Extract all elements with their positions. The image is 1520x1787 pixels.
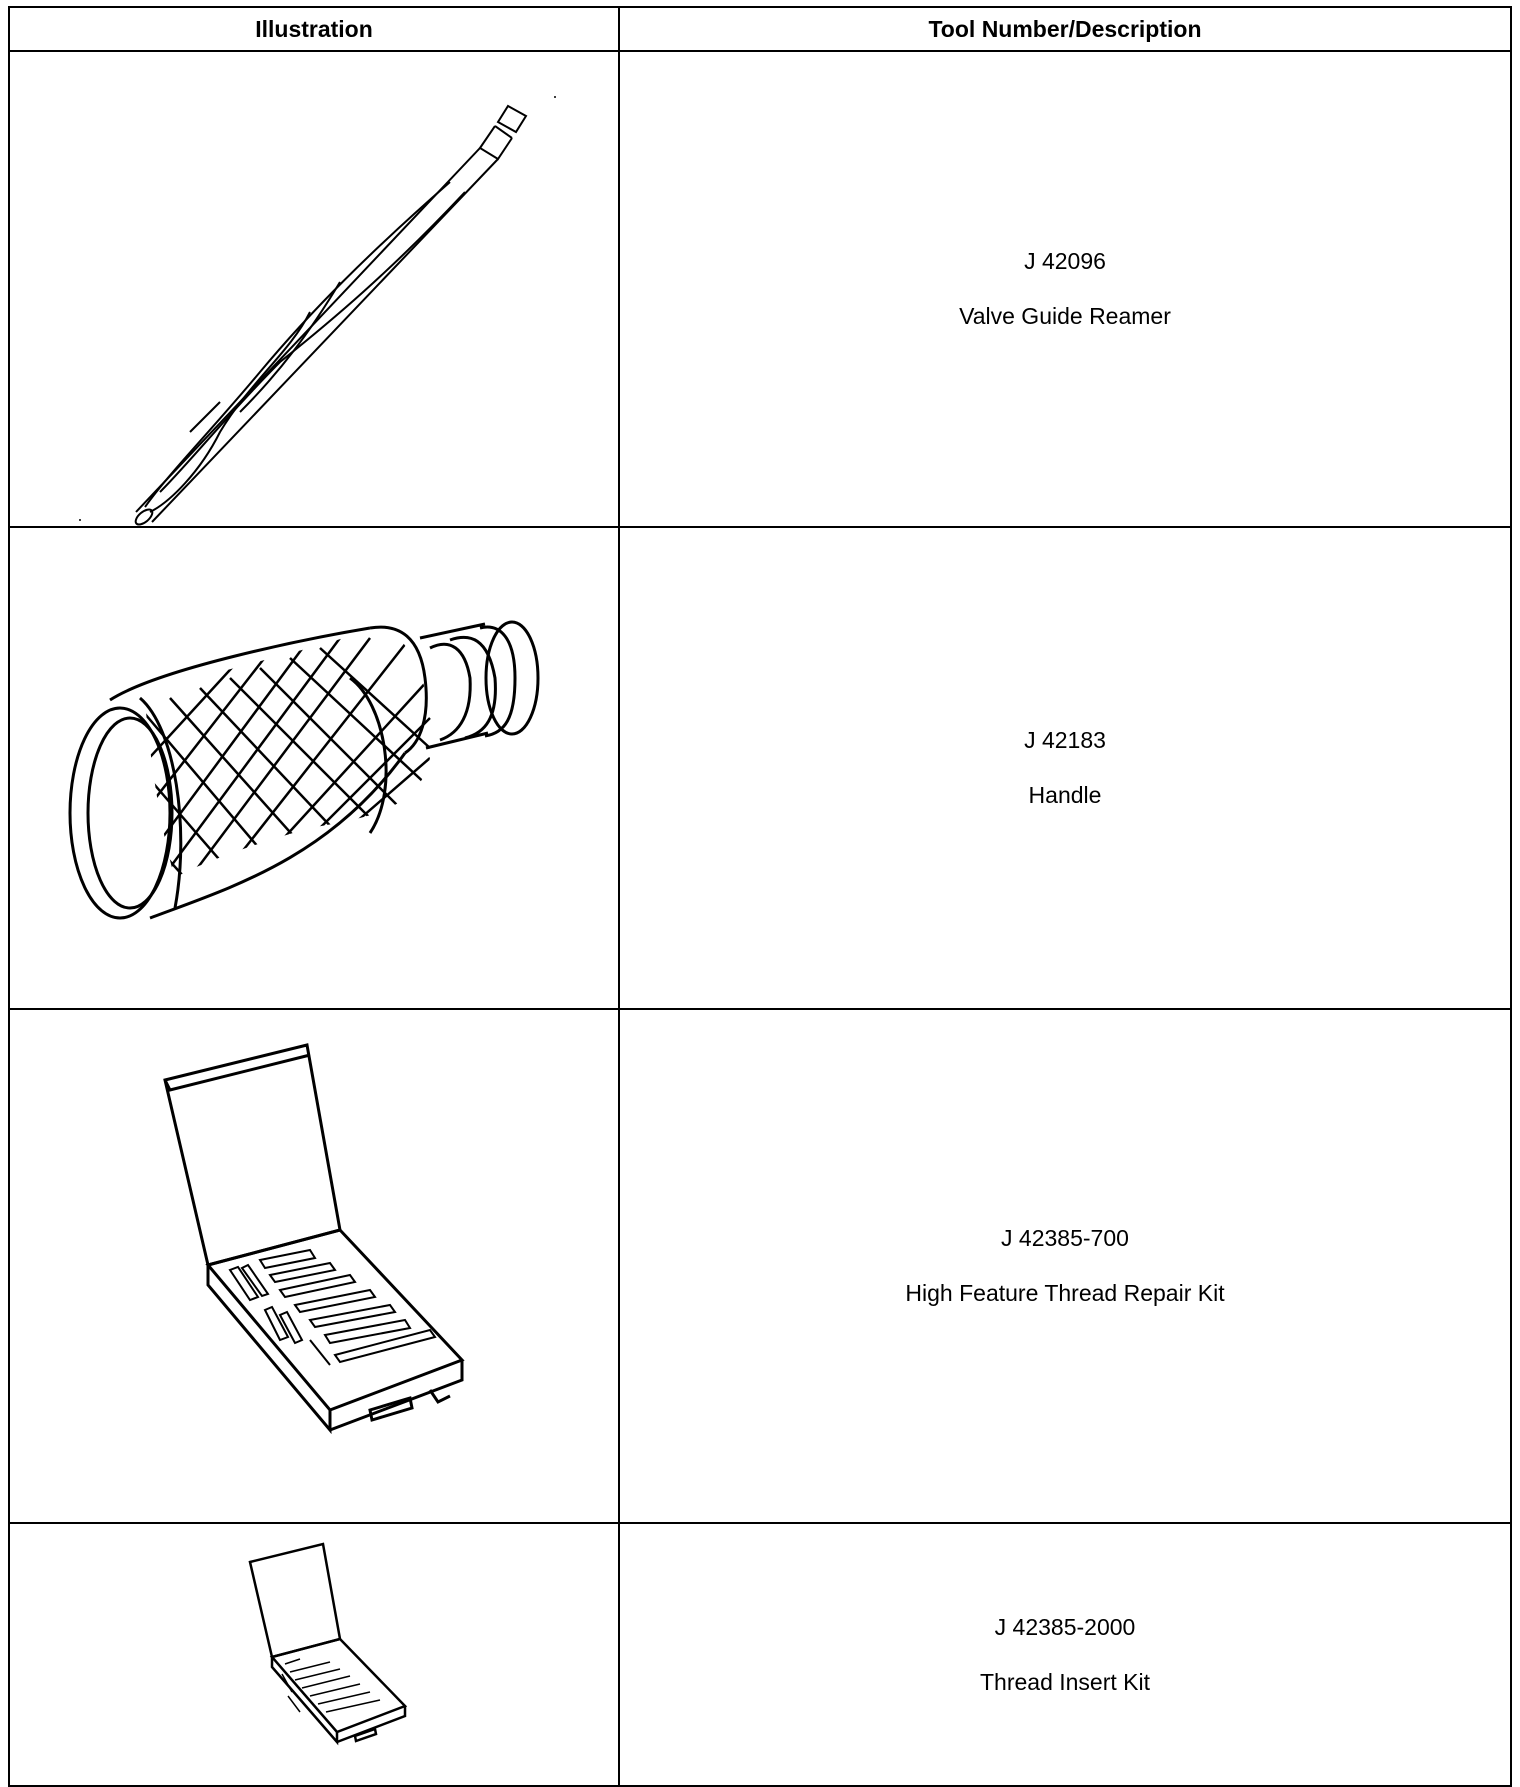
description-cell	[619, 51, 1511, 527]
table-row	[9, 51, 1511, 527]
table-header-row	[9, 7, 1511, 51]
description-cell	[619, 1009, 1511, 1523]
thread-insert-kit-case-icon	[10, 1524, 620, 1785]
thread-repair-kit-case-icon	[10, 1010, 620, 1522]
tool-description: High Feature Thread Repair Kit	[905, 1280, 1225, 1306]
tool-number: J 42183	[1024, 727, 1106, 753]
tool-description: Handle	[1028, 782, 1102, 808]
description-cell	[619, 1523, 1511, 1786]
special-tools-table	[8, 6, 1512, 1787]
tool-number: J 42385-700	[1001, 1225, 1129, 1251]
tool-number: J 42385-2000	[994, 1613, 1136, 1640]
illustration-cell	[9, 51, 619, 527]
tool-description: Thread Insert Kit	[979, 1668, 1151, 1695]
header-illustration: Illustration	[9, 7, 619, 51]
knurled-handle-icon	[10, 528, 620, 1008]
tool-number: J 42096	[1024, 248, 1106, 274]
header-tool-number-description: Tool Number/Description	[619, 7, 1511, 51]
valve-guide-reamer-icon	[10, 52, 620, 526]
table-row	[9, 1009, 1511, 1523]
tool-description: Valve Guide Reamer	[959, 303, 1171, 329]
description-cell	[619, 527, 1511, 1009]
illustration-cell	[9, 527, 619, 1009]
illustration-cell	[9, 1009, 619, 1523]
table-row	[9, 1523, 1511, 1786]
illustration-cell	[9, 1523, 619, 1786]
table-row	[9, 527, 1511, 1009]
